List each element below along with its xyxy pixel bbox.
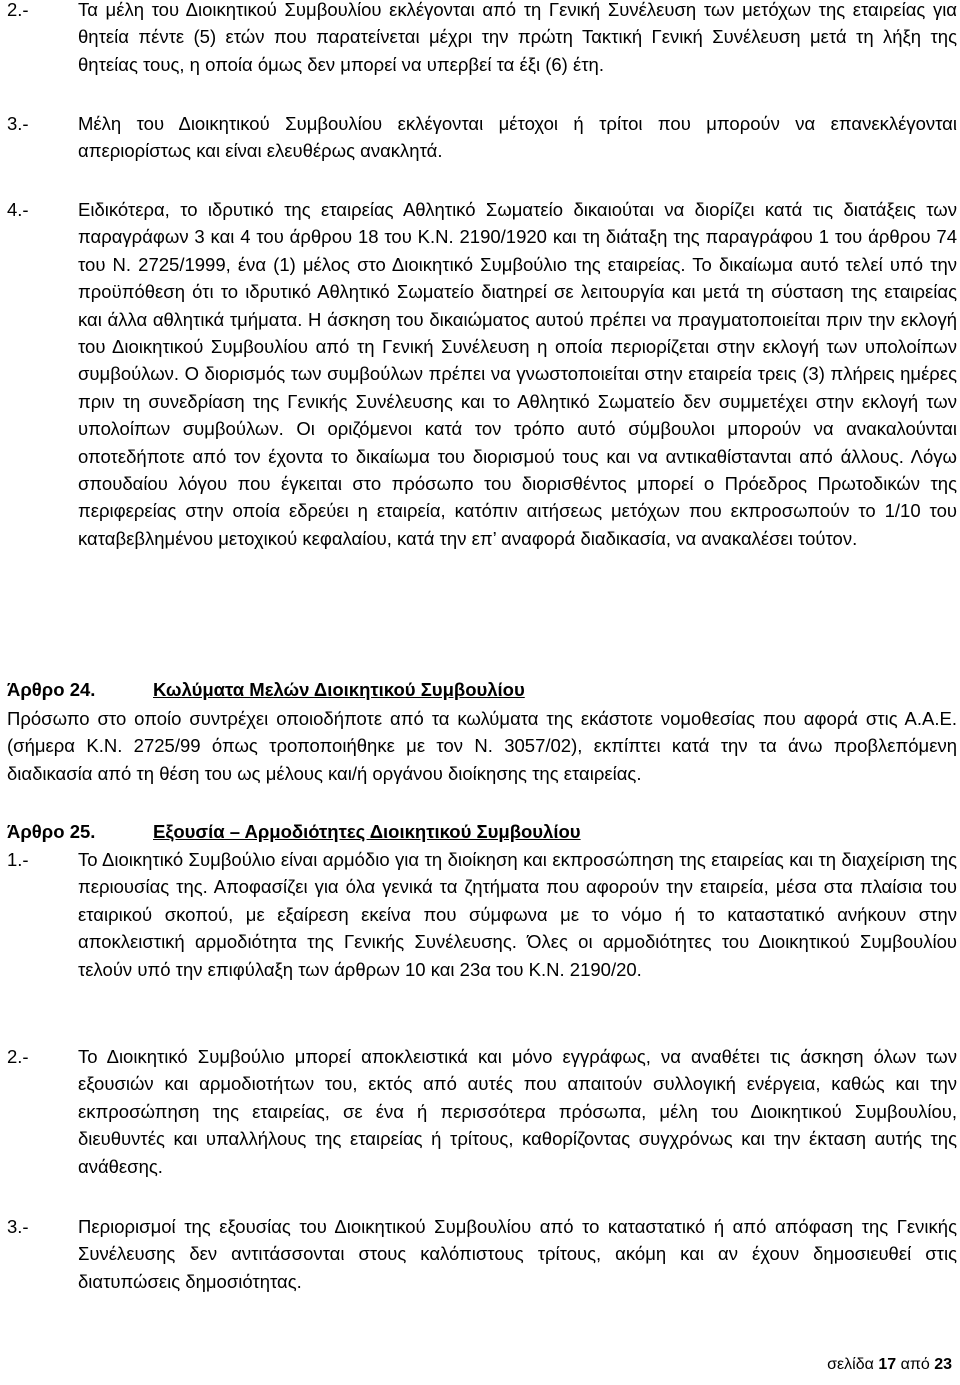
item-number: 3.-: [7, 113, 29, 134]
footer-prefix: σελίδα: [827, 1356, 874, 1373]
list-item-4: [7, 196, 957, 552]
article-25-item-3: [7, 1213, 957, 1295]
article-24-heading: [7, 676, 957, 703]
article-25-item-1: [7, 846, 957, 983]
item-number: 1.-: [7, 849, 29, 870]
item-number: 3.-: [7, 1216, 29, 1237]
article-number: Άρθρο 25.: [7, 821, 96, 842]
article-number: Άρθρο 24.: [7, 679, 96, 700]
article-25-heading: [7, 818, 957, 845]
item-text: Τα μέλη του Διοικητικού Συμβουλίου εκλέγονται από τη Γενική Συνέλευση των μετόχων της εταιρείας για θητεία πέντε (5) ετών που παρατείνεται μέχρι την πρώτη Τακτική Γενική Συνέλευση μετά τη λήξη της θητείας τους, η οποία όμως δεν μπορεί να υπερβεί τα έξι (6) έτη.: [78, 0, 957, 75]
item-text: Το Διοικητικό Συμβούλιο είναι αρμόδιο για τη διοίκηση και εκπροσώπηση της εταιρείας και τη διαχείριση της περιουσίας της. Αποφασίζει για όλα γενικά τα ζητήματα που αφορούν την εταιρεία, μέσα στα πλαίσια του εταιρικού σκοπού, με εξαίρεση εκείνα που σύμφωνα με το νόμο ή το καταστατικό ανήκουν στην αποκλειστική αρμοδιότητα της Γενικής Συνέλευσης. Όλες οι αρμοδιότητες του Διοικητικού Συμβουλίου τελούν υπό την επιφύλαξη των άρθρων 10 και 23α του Κ.Ν. 2190/20.: [78, 849, 957, 980]
item-text: Ειδικότερα, το ιδρυτικό της εταιρείας Αθλητικό Σωματείο δικαιούται να διορίζει κατά τις διατάξεις των παραγράφων 3 και 4 του άρθρου 18 του Κ.Ν. 2190/1920 και τη διάταξη της παραγράφου 1 του άρθρου 74 του Ν. 2725/1999, ένα (1) μέλος στο Διοικητικό Συμβούλιο της εταιρείας. Το δικαίωμα αυτό τελεί υπό την προϋπόθεση ότι το ιδρυτικό Αθλητικό Σωματείο διατηρεί σε λειτουργία και μετά τη σύσταση της εταιρείας και άλλα αθλητικά τμήματα. Η άσκηση του δικαιώματος αυτού πρέπει να πραγματοποιείται πριν την εκλογή του Διοικητικού Συμβουλίου από τη Γενική Συνέλευση η οποία περιορίζεται στην εκλογή των υπολοίπων συμβούλων. Ο διορισμός των συμβούλων πρέπει να γνωστοποιείται στην εταιρεία τρεις (3) πλήρεις ημέρες πριν τη συνεδρίαση της Γενικής Συνέλευσης και το Αθλητικό Σωματείο δεν συμμετέχει στην εκλογή των υπολοίπων συμβούλων. Οι οριζόμενοι κατά τον τρόπο αυτό σύμβουλοι μπορούν να ανακαλούνται οποτεδήποτε από τον έχοντα το δικαίωμα του διορισμού τους και να αντικαθίστανται από άλλους. Λόγω σπουδαίου λόγου που έγκειται στο πρόσωπο του διορισθέντος μπορεί ο Πρόεδρος Πρωτοδικών της περιφερείας στην οποία εδρεύει η εταιρεία, κατόπιν αιτήσεως μετόχων που εκπροσωπούν το 1/10 του καταβεβλημένου μετοχικού κεφαλαίου, κατά την επ’ αναφορά διαδικασία, να ανακαλέσει τούτον.: [78, 199, 957, 549]
item-number: 4.-: [7, 199, 29, 220]
article-title: Κωλύματα Μελών Διοικητικού Συμβουλίου: [153, 679, 525, 700]
item-text: Περιορισμοί της εξουσίας του Διοικητικού Συμβουλίου από το καταστατικό ή από απόφαση της Γενικής Συνέλευσης δεν αντιτάσσονται στους καλόπιστους τρίτους, ακόμη και αν έχουν δημοσιευθεί στις διατυπώσεις δημοσιότητας.: [78, 1216, 957, 1292]
item-number: 2.-: [7, 0, 29, 20]
item-number: 2.-: [7, 1046, 29, 1067]
list-item-3: [7, 110, 957, 165]
list-item-2: [7, 0, 957, 78]
article-title: Εξουσία – Αρμοδιότητες Διοικητικού Συμβουλίου: [153, 821, 581, 842]
footer-page-number: 17: [878, 1356, 897, 1373]
item-text: Μέλη του Διοικητικού Συμβουλίου εκλέγονται μέτοχοι ή τρίτοι που μπορούν να επανεκλέγονται απεριορίστως και είναι ελευθέρως ανακλητά.: [78, 113, 957, 162]
footer-total-pages: 23: [934, 1356, 952, 1373]
page-footer: [827, 1354, 952, 1376]
article-25-item-2: [7, 1043, 957, 1180]
footer-separator: από: [900, 1356, 930, 1373]
article-24-body: Πρόσωπο στο οποίο συντρέχει οποιοδήποτε από τα κωλύματα της εκάστοτε νομοθεσίας που αφορά στις Α.Α.Ε. (σήμερα Κ.Ν. 2725/99 όπως τροποποιήθηκε με τον Ν. 3057/02), εκπίπτει κατά την τα άνω προβλεπόμενη διαδικασία από τη θέση του ως μέλους και/ή οργάνου διοίκησης της εταιρείας.: [7, 708, 957, 784]
item-text: Το Διοικητικό Συμβούλιο μπορεί αποκλειστικά και μόνο εγγράφως, να αναθέτει τις άσκηση όλων των εξουσιών και αρμοδιοτήτων του, εκτός από αυτές που απαιτούν συλλογική ενέργεια, καθώς και την εκπροσώπηση της εταιρείας, σε ένα ή περισσότερα πρόσωπα, μέλη του Διοικητικού Συμβουλίου, διευθυντές και υπαλλήλους της εταιρείας ή τρίτους, καθορίζοντας συγχρόνως και την έκταση αυτής της ανάθεσης.: [78, 1046, 957, 1177]
